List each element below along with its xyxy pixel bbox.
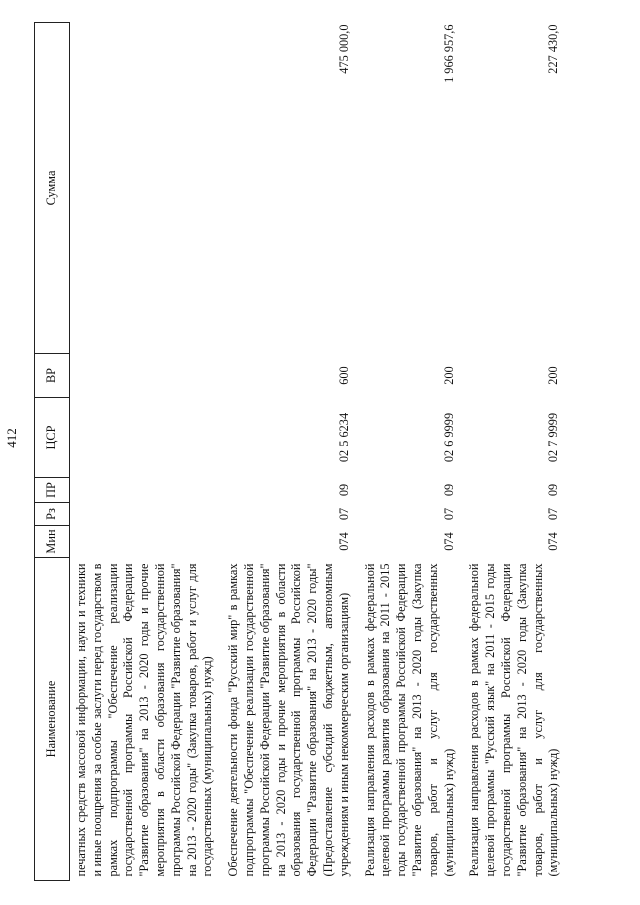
row-name: Реализация направления расходов в рамках федеральной целевой программы развития образования на 2011 - 2015 годы государственной программы Российской Федерации "Развитие образования" на 2013 - 2020 годы (Закупка товаров, работ и услуг для государственных (муниципальных) нужд) — [362, 563, 456, 877]
header-pr: ПР — [35, 478, 70, 503]
row-vr: 600 — [336, 366, 351, 385]
row-name: Обеспечение деятельности фонда "Русский мир" в рамках подпрограммы "Обеспечение реализации государственной программы Российской Федерации "Развитие образования" на 2013 - 2020 годы и прочие мероприятия в области образования государственной программы Российской Федерации "Развитие образования" на 2013 - 2020 годы" (Предоставление субсидий бюджетным, автономным учреждениям и иным некоммерческим организациям) — [226, 563, 351, 877]
row-sum: 227 430,0 — [546, 24, 561, 74]
row-csr — [70, 398, 223, 478]
header-name: Наименование — [35, 558, 70, 881]
header-vr: ВР — [35, 354, 70, 398]
row-pr: 09 — [546, 483, 561, 497]
row-sum: 1 966 957,6 — [441, 24, 456, 83]
budget-table-sheet — [34, 23, 640, 877]
row-min: 074 — [441, 532, 456, 551]
row-pr: 09 — [336, 483, 351, 497]
row-pr: 09 — [441, 483, 456, 497]
budget-table — [34, 22, 568, 881]
row-sum: 475 000,0 — [336, 24, 351, 74]
row-csr: 02 5 6234 — [336, 412, 351, 463]
row-rz — [70, 503, 223, 526]
header-csr: ЦСР — [35, 398, 70, 478]
table-row — [70, 23, 223, 881]
row-pr — [70, 478, 223, 503]
row-vr: 200 — [441, 366, 456, 385]
row-name: печатных средств массовой информации, науки и техники и иные поощрения за особые заслуги перед государством в рамках подпрограммы "Обеспечение реализации государственной программы Российской Федерации "Развитие образования" на 2013 - 2020 годы и прочие мероприятия в области образования государственной программы Российской Федерации "Развитие образования" на 2013 - 2020 годы" (Закупка товаров, работ и услуг для государственных (муниципальных) нужд) — [74, 563, 215, 877]
row-sum — [70, 23, 223, 354]
header-rz: Рз — [35, 503, 70, 526]
table-row — [222, 23, 358, 881]
row-csr: 02 6 9999 — [441, 412, 456, 463]
page-number: 412 — [4, 428, 19, 448]
row-rz: 07 — [336, 507, 351, 521]
row-rz: 07 — [441, 507, 456, 521]
row-csr: 02 7 9999 — [546, 412, 561, 463]
row-min — [70, 526, 223, 558]
row-vr — [70, 354, 223, 398]
row-vr: 200 — [546, 366, 561, 385]
table-row — [359, 23, 464, 881]
rotated-table-container — [34, 23, 579, 881]
row-name: Реализация направления расходов в рамках федеральной целевой программы "Русский язык" на 2011 - 2015 годы государственной программы Российской Федерации "Развитие образования" на 2013 - 2020 годы (Закупка товаров, работ и услуг для государственных (муниципальных) нужд) — [467, 563, 561, 877]
row-min: 074 — [546, 532, 561, 551]
table-header-row — [35, 23, 70, 881]
header-min: Мин — [35, 526, 70, 558]
header-sum: Сумма — [35, 23, 70, 354]
row-min: 074 — [336, 532, 351, 551]
row-rz: 07 — [546, 507, 561, 521]
table-row — [463, 23, 568, 881]
